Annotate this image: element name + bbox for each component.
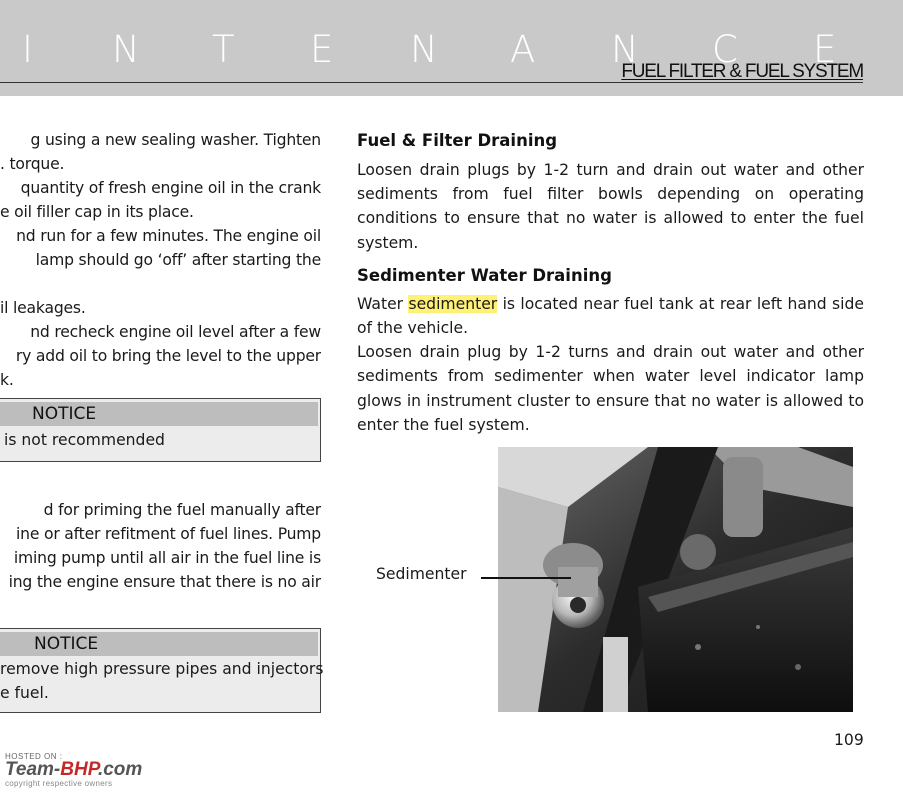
- notice-title: NOTICE: [34, 634, 99, 654]
- watermark-copyright: copyright respective owners: [5, 779, 113, 788]
- text-line: il leakages.: [0, 299, 86, 317]
- heading-fuel-filter-draining: Fuel & Filter Draining: [357, 131, 558, 150]
- header-band: [0, 0, 903, 96]
- paragraph-text: is located near fuel tank at rear left hand side of the vehicle.: [357, 294, 864, 338]
- watermark-hosted: HOSTED ON :: [5, 752, 63, 761]
- notice-text: is not recommended: [4, 431, 165, 449]
- banner-letter: C: [712, 28, 738, 71]
- paragraph-text: Water: [357, 294, 409, 313]
- banner-letter: N: [112, 28, 140, 71]
- banner-letter: A: [510, 28, 536, 71]
- text-line: g using a new sealing washer. Tighten: [30, 131, 321, 149]
- banner-letter: E: [813, 28, 837, 71]
- watermark-logo: [5, 761, 142, 779]
- photo-illustration: [498, 447, 853, 712]
- text-line: lamp should go ‘off’ after starting the: [35, 251, 321, 269]
- notice-title-bar: [0, 402, 318, 426]
- paragraph: Loosen drain plugs by 1-2 turn and drain out water and other sediments from fuel filter bowls depending on operating conditions to ensure that no water is allowed to enter the fuel system.: [357, 161, 864, 252]
- text-line: k.: [0, 371, 14, 389]
- notice-title-bar: [0, 632, 318, 656]
- watermark: [5, 752, 142, 788]
- text-line: [0, 272, 321, 296]
- text-line: ing the engine ensure that there is no air: [8, 573, 321, 591]
- section-title: FUEL FILTER & FUEL SYSTEM: [621, 61, 863, 82]
- right-column: [357, 128, 864, 437]
- notice-title: NOTICE: [32, 404, 97, 424]
- page-number: 109: [834, 731, 864, 749]
- text-line: nd run for a few minutes. The engine oil: [16, 227, 321, 245]
- text-line: quantity of fresh engine oil in the crank: [20, 179, 321, 197]
- callout-leader-line: [481, 577, 571, 579]
- text-line: ry add oil to bring the level to the upper: [15, 347, 321, 365]
- left-column: [0, 128, 321, 392]
- notice-box: [0, 398, 321, 462]
- text-line: e oil filler cap in its place.: [0, 203, 194, 221]
- watermark-brand-suffix: .com: [97, 759, 143, 780]
- callout-label-sedimenter: Sedimenter: [376, 565, 467, 583]
- sedimenter-photo: [498, 447, 853, 712]
- highlighted-term: sedimenter: [408, 294, 498, 313]
- notice-box: [0, 628, 324, 713]
- text-line: nd recheck engine oil level after a few: [30, 323, 321, 341]
- watermark-brand-prefix: Team-: [5, 759, 61, 780]
- watermark-brand-bhp: BHP: [60, 759, 98, 780]
- banner-letter: T: [212, 28, 235, 71]
- banner-letter: E: [310, 28, 334, 71]
- left-column-lower: [0, 498, 321, 594]
- text-line: . torque.: [0, 155, 65, 173]
- text-line: iming pump until all air in the fuel line is: [13, 549, 321, 567]
- paragraph: Loosen drain plug by 1-2 turns and drain out water and other sediments from sedimenter when water level indicator lamp glows in instrument cluster to ensure that no water is allowed to enter the fuel system.: [357, 343, 864, 434]
- notice-text: e fuel.: [0, 684, 49, 702]
- notice-text: remove high pressure pipes and injectors: [0, 660, 324, 678]
- banner-letter: N: [611, 28, 639, 71]
- banner-letter: I: [22, 28, 33, 71]
- heading-sedimenter-draining: Sedimenter Water Draining: [357, 265, 612, 285]
- text-line: d for priming the fuel manually after: [43, 501, 321, 519]
- banner-letter: N: [410, 28, 438, 71]
- paragraph: [357, 292, 864, 340]
- text-line: ine or after refitment of fuel lines. Pump: [16, 525, 321, 543]
